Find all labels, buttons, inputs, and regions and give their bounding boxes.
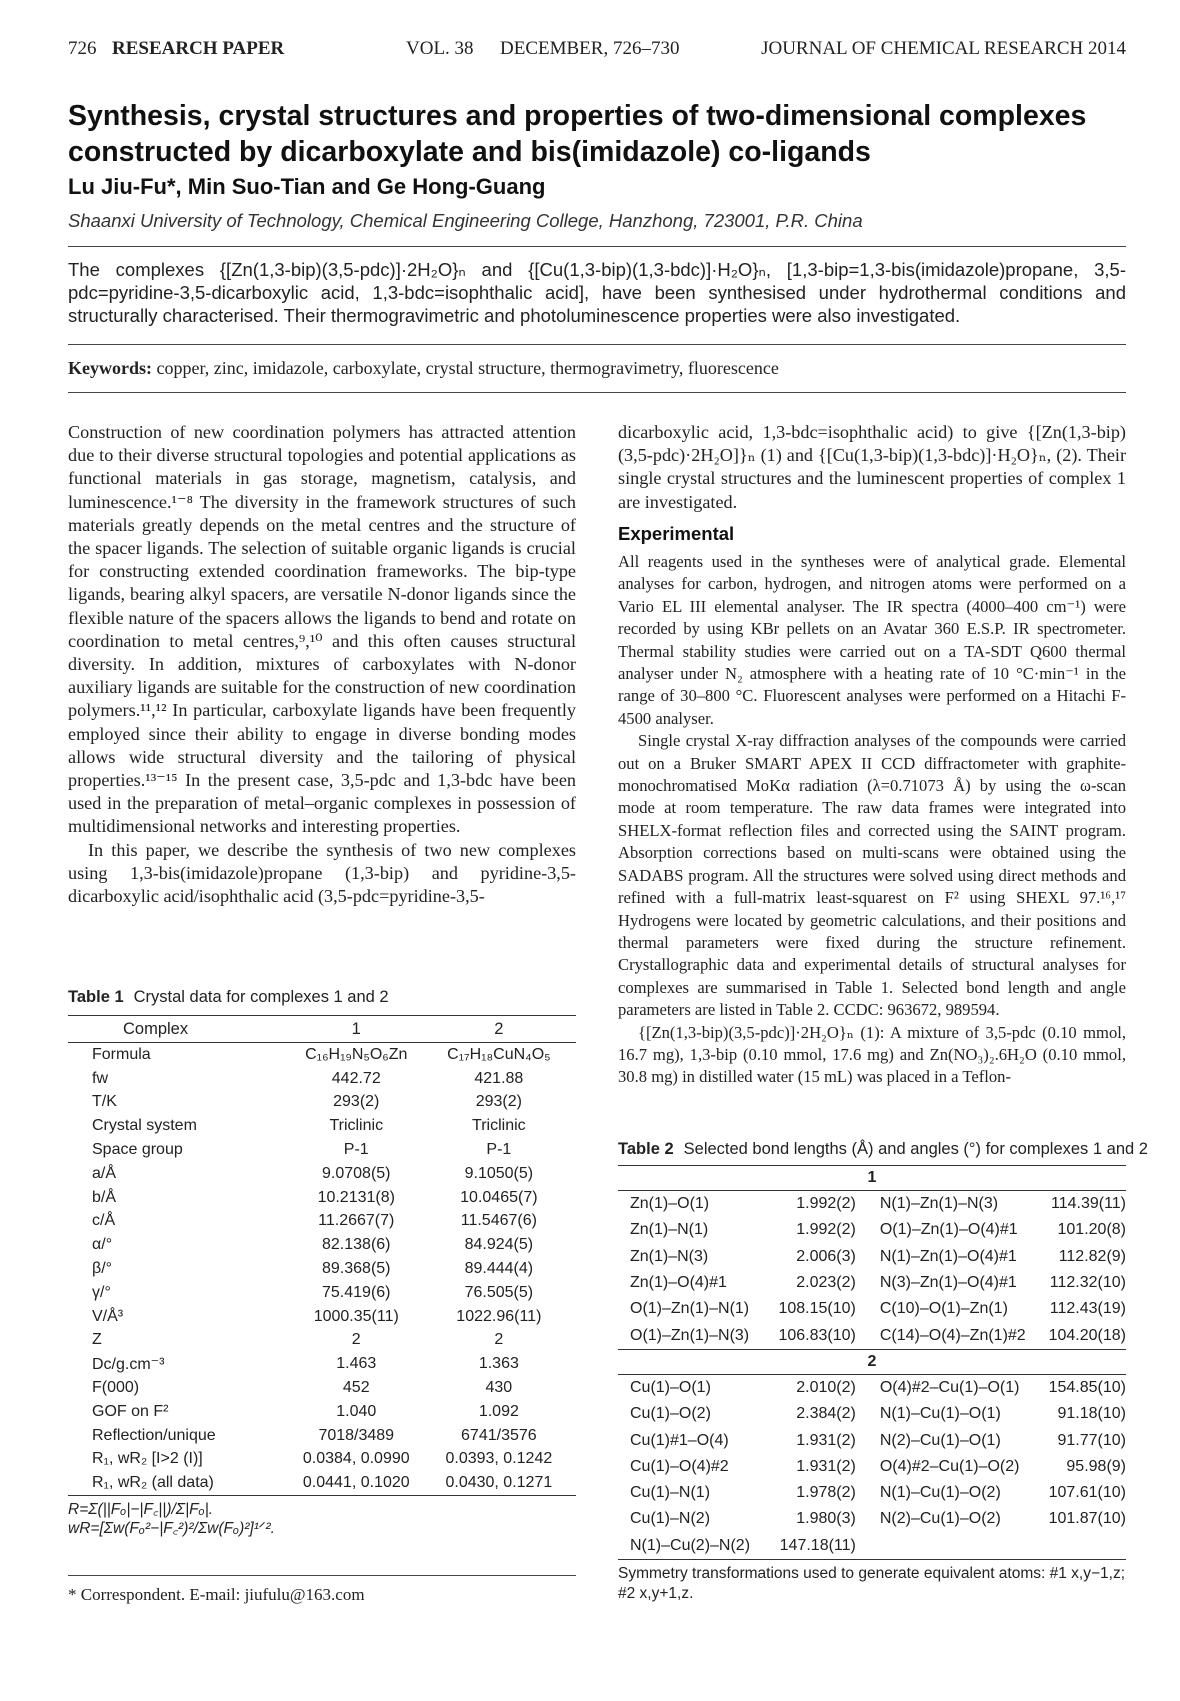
- table-cell: 0.0384, 0.0990: [302, 1450, 410, 1468]
- experimental-paragraph-1: All reagents used in the syntheses were of analytical grade. Elemental analyses for carbon, hydrogen, and nitrogen atoms were performed on a Vario EL III elemental analyser. The IR spectra (4000–400 cm⁻¹) were recorded by using KBr pellets on an Avatar 360 E.S.P. IR spectrometer. Thermal stability studies were carried out on a TA-SDT Q600 thermal analyser under N₂ atmosphere with a heating rate of 10 °C·min⁻¹ in the range of 30–800 °C. Fluorescent analyses were performed on a Hitachi F-4500 analyser.: [618, 552, 1126, 728]
- table-row: [618, 1454, 1126, 1480]
- issue: DECEMBER, 726–730: [500, 38, 680, 59]
- table-row: [68, 1138, 576, 1162]
- table-cell: 2.384(2): [796, 1405, 856, 1423]
- table-row: [68, 1043, 576, 1067]
- table-cell: 0.0393, 0.1242: [445, 1450, 553, 1468]
- section-row: [618, 1349, 1126, 1374]
- table-cell: 2.023(2): [796, 1274, 856, 1292]
- table-cell: 1.980(3): [796, 1510, 856, 1528]
- table-cell: N(2)–Cu(1)–O(2): [879, 1510, 1001, 1528]
- table-cell: Crystal system: [92, 1117, 197, 1135]
- table-row: [618, 1244, 1126, 1270]
- table-cell: 2: [351, 1331, 361, 1349]
- table-cell: N(1)–Zn(1)–O(4)#1: [879, 1247, 1017, 1265]
- table-row: [618, 1401, 1126, 1427]
- table-cell: β/°: [92, 1260, 113, 1278]
- table-cell: 76.505(5): [464, 1283, 534, 1301]
- table-row: [68, 1305, 576, 1329]
- table-cell: [1043, 1533, 1126, 1560]
- table-cell: 91.18(10): [1057, 1405, 1126, 1423]
- table-cell: P-1: [486, 1141, 512, 1159]
- table-cell: Triclinic: [329, 1117, 384, 1135]
- table-cell: 0.0441, 0.1020: [302, 1474, 410, 1492]
- table-cell: Cu(1)–O(2): [630, 1405, 711, 1423]
- table-row: [68, 1257, 576, 1281]
- table-cell: 430: [485, 1379, 513, 1397]
- table-1-caption-text: Crystal data for complexes 1 and 2: [133, 988, 389, 1006]
- table-1-footnotes: [68, 1500, 576, 1538]
- table-cell: 442.72: [331, 1069, 381, 1087]
- table-row: [68, 1281, 576, 1305]
- table-row: [68, 1471, 576, 1495]
- table-cell: 112.32(10): [1049, 1274, 1126, 1292]
- table-cell: Dc/g.cm⁻³: [92, 1356, 165, 1374]
- keywords-label: Keywords:: [68, 358, 152, 378]
- table-cell: Cu(1)#1–O(4): [630, 1431, 729, 1449]
- correspondence-footnote: * Correspondent. E-mail: jiufulu@163.com: [68, 1585, 365, 1604]
- table-cell: Space group: [92, 1141, 183, 1159]
- table-row: [618, 1217, 1126, 1243]
- table-1-footnote: R=Σ(||Fₒ|−|F꜀||)/Σ|Fₒ|.: [68, 1501, 214, 1519]
- table-row: [68, 1091, 576, 1115]
- table-cell: 108.15(10): [778, 1300, 856, 1318]
- table-cell: 1.040: [336, 1402, 377, 1420]
- table-cell: 7018/3489: [318, 1426, 395, 1444]
- table-row: [68, 1352, 576, 1376]
- table-cell: 6741/3576: [461, 1426, 537, 1444]
- table-cell: 106.83(10): [778, 1326, 856, 1344]
- divider: [68, 344, 1126, 345]
- bond-lengths-table: [618, 1165, 1126, 1560]
- table-row: [68, 1376, 576, 1400]
- table-cell: 101.20(8): [1057, 1221, 1126, 1239]
- column-header: 1: [291, 1016, 422, 1043]
- table-row: [618, 1296, 1126, 1322]
- table-cell: 91.77(10): [1057, 1431, 1126, 1449]
- divider: [68, 392, 1126, 393]
- table-header-row: [68, 1016, 576, 1043]
- table-cell: 1.092: [478, 1402, 519, 1420]
- table-cell: γ/°: [92, 1283, 111, 1301]
- table-cell: 1.363: [478, 1355, 519, 1373]
- table-row: [618, 1270, 1126, 1296]
- table-cell: Zn(1)–O(1): [630, 1195, 710, 1213]
- table-cell: 1.992(2): [796, 1195, 856, 1213]
- table-cell: T/K: [92, 1093, 117, 1111]
- table-row: [68, 1448, 576, 1472]
- table-cell: 9.0708(5): [322, 1164, 391, 1182]
- experimental-heading: Experimental: [618, 522, 735, 544]
- table-cell: N(1)–Cu(2)–N(2): [630, 1536, 751, 1554]
- table-row: [618, 1322, 1126, 1349]
- table-cell: 112.43(19): [1049, 1300, 1126, 1318]
- table-cell: R₁, wR₂ (all data): [92, 1474, 214, 1492]
- table-cell: F(000): [92, 1379, 140, 1397]
- table-cell: N(1)–Cu(1)–O(2): [879, 1484, 1001, 1502]
- table-cell: Zn(1)–O(4)#1: [630, 1274, 727, 1292]
- table-1: [68, 988, 576, 1538]
- table-cell: Formula: [92, 1045, 151, 1063]
- abstract: The complexes {[Zn(1,3-bip)(3,5-pdc)]·2H₂O}ₙ and {[Cu(1,3-bip)(1,3-bdc)]·H₂O}ₙ, [1,3-bip=1,3-bis(imidazole)propane, 3,5-pdc=pyridine-3,5-dicarboxylic acid, 1,3-bdc=isophthalic acid], have been synthesised under hydrothermal conditions and structurally characterised. Their thermogravimetric and photoluminescence properties were also investigated.: [68, 259, 1126, 326]
- table-cell: Triclinic: [472, 1117, 526, 1135]
- table-cell: 95.98(9): [1066, 1457, 1126, 1475]
- table-cell: 112.82(9): [1058, 1247, 1126, 1265]
- article-title: Synthesis, crystal structures and properties of two-dimensional complexes constructed by dicarboxylate and bis(imidazole) co-ligands: [68, 100, 1087, 168]
- table-cell: 421.88: [474, 1069, 524, 1087]
- table-cell: Zn(1)–N(3): [630, 1247, 709, 1265]
- table-row: [68, 1424, 576, 1448]
- journal-name: JOURNAL OF CHEMICAL RESEARCH 2014: [761, 38, 1126, 59]
- table-cell: 107.61(10): [1048, 1484, 1126, 1502]
- table-1-caption: [68, 988, 576, 1007]
- table-cell: Z: [92, 1331, 102, 1349]
- table-cell: C(10)–O(1)–Zn(1): [879, 1300, 1008, 1318]
- table-2-body: [618, 1166, 1126, 1560]
- table-cell: O(1)–Zn(1)–N(1): [630, 1300, 750, 1318]
- table-cell: 84.924(5): [464, 1236, 534, 1254]
- table-cell: α/°: [92, 1236, 113, 1254]
- table-cell: N(1)–Zn(1)–N(3): [879, 1195, 999, 1213]
- table-row: [618, 1506, 1126, 1532]
- table-cell: 2: [494, 1331, 504, 1349]
- table-cell: 10.0465(7): [460, 1188, 538, 1206]
- table-cell: 1022.96(11): [456, 1307, 542, 1325]
- table-cell: 1.931(2): [796, 1431, 856, 1449]
- table-cell: R₁, wR₂ [I>2 (I)]: [92, 1450, 203, 1468]
- table-cell: 11.2667(7): [318, 1212, 395, 1230]
- table-cell: Zn(1)–N(1): [630, 1221, 709, 1239]
- table-cell: C(14)–O(4)–Zn(1)#2: [879, 1326, 1026, 1344]
- column-header: Complex: [68, 1016, 291, 1043]
- intro-paragraph-2: In this paper, we describe the synthesis of two new complexes using 1,3-bis(imidazole)propane (1,3-bip) and pyridine-3,5-dicarboxylic acid/isophthalic acid (3,5-pdc=pyridine-3,5-: [68, 839, 576, 907]
- keywords: [68, 358, 1126, 379]
- table-cell: a/Å: [92, 1164, 117, 1182]
- table-cell: P-1: [343, 1141, 369, 1159]
- table-2-caption-text: Selected bond lengths (Å) and angles (°) for complexes 1 and 2: [683, 1140, 1148, 1158]
- authors: Lu Jiu-Fu*, Min Suo-Tian and Ge Hong-Guang: [68, 174, 546, 199]
- table-row: [68, 1329, 576, 1353]
- table-row: [618, 1533, 1126, 1560]
- table-cell: fw: [92, 1069, 108, 1087]
- article-type: RESEARCH PAPER: [112, 38, 285, 59]
- table-row: [618, 1480, 1126, 1506]
- table-cell: N(2)–Cu(1)–O(1): [879, 1431, 1001, 1449]
- table-cell: Reflection/unique: [92, 1426, 216, 1444]
- table-cell: C₁₇H₁₈CuN₄O₅: [447, 1045, 551, 1063]
- table-cell: O(1)–Zn(1)–O(4)#1: [879, 1221, 1018, 1239]
- table-row: [68, 1067, 576, 1091]
- table-cell: O(4)#2–Cu(1)–O(2): [879, 1457, 1020, 1475]
- table-cell: Cu(1)–O(4)#2: [630, 1457, 729, 1475]
- table-cell: GOF on F²: [92, 1402, 169, 1420]
- table-cell: 1.992(2): [796, 1221, 856, 1239]
- table-cell: O(1)–Zn(1)–N(3): [630, 1326, 750, 1344]
- table-cell: 82.138(6): [322, 1236, 391, 1254]
- table-row: [618, 1374, 1126, 1401]
- table-cell: 293(2): [475, 1093, 522, 1111]
- table-cell: 10.2131(8): [317, 1188, 395, 1206]
- table-cell: N(3)–Zn(1)–O(4)#1: [879, 1274, 1017, 1292]
- table-cell: 11.5467(6): [460, 1212, 537, 1230]
- table-cell: 101.87(10): [1048, 1510, 1126, 1528]
- table-cell: 154.85(10): [1048, 1378, 1126, 1396]
- running-header: [68, 38, 1126, 66]
- table-cell: 293(2): [333, 1093, 380, 1111]
- section-label: 1: [618, 1166, 1126, 1191]
- table-row: [68, 1186, 576, 1210]
- table-cell: 147.18(11): [779, 1536, 856, 1554]
- table-row: [618, 1427, 1126, 1453]
- table-row: [68, 1233, 576, 1257]
- affiliation: Shaanxi University of Technology, Chemical Engineering College, Hanzhong, 723001, P.R. China: [68, 210, 863, 231]
- table-cell: 9.1050(5): [464, 1164, 534, 1182]
- table-2-footnote: Symmetry transformations used to generate equivalent atoms: #1 x,y−1,z; #2 x,y+1,z.: [618, 1564, 1126, 1602]
- keywords-list: copper, zinc, imidazole, carboxylate, crystal structure, thermogravimetry, fluorescence: [156, 358, 779, 378]
- table-cell: 89.444(4): [464, 1260, 534, 1278]
- page-number: 726: [68, 38, 97, 59]
- footnote-divider: [68, 1575, 576, 1576]
- table-row: [68, 1210, 576, 1234]
- table-cell: 452: [342, 1379, 370, 1397]
- table-1-body: [68, 1043, 576, 1496]
- table-cell: 89.368(5): [322, 1260, 391, 1278]
- table-cell: O(4)#2–Cu(1)–O(1): [879, 1378, 1020, 1396]
- table-1-label: Table 1: [68, 988, 124, 1006]
- table-cell: N(1)–Cu(1)–O(1): [879, 1405, 1001, 1423]
- section-label: 2: [618, 1349, 1126, 1374]
- table-cell: 2.010(2): [796, 1378, 856, 1396]
- table-cell: 1.463: [336, 1355, 377, 1373]
- table-row: [68, 1114, 576, 1138]
- crystal-data-table: [68, 1015, 576, 1496]
- divider: [68, 246, 1126, 247]
- table-cell: 0.0430, 0.1271: [445, 1474, 553, 1492]
- table-cell: [868, 1533, 1043, 1560]
- table-2: [618, 1140, 1148, 1604]
- section-row: [618, 1166, 1126, 1191]
- table-cell: c/Å: [92, 1212, 116, 1230]
- table-cell: Cu(1)–N(1): [630, 1484, 711, 1502]
- table-cell: b/Å: [92, 1188, 117, 1206]
- experimental-paragraph-3: {[Zn(1,3-bip)(3,5-pdc)]·2H₂O}ₙ (1): A mixture of 3,5-pdc (0.10 mmol, 16.7 mg), 1,3-bip (0.10 mmol, 17.6 mg) and Zn(NO₃)₂.6H₂O (0.10 mmol, 30.8 mg) in distilled water (15 mL) was placed in a Teflon-: [618, 1022, 1126, 1087]
- table-cell: 1000.35(11): [313, 1307, 399, 1325]
- table-row: [68, 1400, 576, 1424]
- experimental-paragraph-2: Single crystal X-ray diffraction analyses of the compounds were carried out on a Bruker SMART APEX II CCD diffractometer with graphite-monochromatised MoKα radiation (λ=0.71073 Å) by using the ω-scan mode at room temperature. The raw data frames were integrated into SHELX-format reflection files and corrected using the SAINT program. Absorption corrections based on multi-scans were obtained using the SADABS program. All the structures were solved using direct methods and refined with a full-matrix least-squarest on F² using SHEXL 97.¹⁶,¹⁷ Hydrogens were located by geometric calculations, and their positions and thermal parameters were fixed during the structure refinement. Crystallographic data and experimental details of structural analyses for complexes are summarised in Table 1. Selected bond length and angle parameters are listed in Table 2. CCDC: 963672, 989594.: [618, 731, 1126, 1020]
- column-header: 2: [422, 1016, 576, 1043]
- table-cell: 114.39(11): [1050, 1195, 1126, 1213]
- table-cell: C₁₆H₁₉N₅O₆Zn: [305, 1045, 408, 1063]
- table-row: [68, 1162, 576, 1186]
- table-cell: V/Å³: [92, 1307, 124, 1325]
- right-column: [618, 421, 1126, 1089]
- intro-paragraph-1: Construction of new coordination polymers has attracted attention due to their diverse structural topologies and potential applications as functional materials in gas storage, magnetism, catalysis, and luminescence.¹⁻⁸ The diversity in the framework structures of such materials greatly depends on the metal centres and the structure of the spacer ligands. The selection of suitable organic ligands is crucial for constructing extended coordination frameworks. The bip-type ligands, bearing alkyl spacers, are versatile N-donor ligands since the flexible nature of the spacers allows the ligands to bend and rotate on coordination to metal centres,⁹,¹⁰ and this often causes structural diversity. In addition, mixtures of carboxylates with N-donor auxiliary ligands are suitable for the construction of new coordination polymers.¹¹,¹² In particular, carboxylate ligands have been frequently employed since their ability to engage in diverse bonding modes allows wide structural diversity and the tailoring of physical properties.¹³⁻¹⁵ In the present case, 3,5-pdc and 1,3-bdc have been used in the preparation of metal–organic complexes in possession of multidimensional networks and interesting properties.: [68, 422, 576, 837]
- table-cell: 2.006(3): [796, 1247, 856, 1265]
- table-1-footnote: wR=[Σw(Fₒ²−|F꜀²)²/Σw(Fₒ)²]¹ᐟ².: [68, 1520, 275, 1538]
- table-cell: 1.978(2): [796, 1484, 856, 1502]
- table-2-label: Table 2: [618, 1140, 674, 1158]
- volume: VOL. 38: [406, 38, 474, 59]
- intro-continuation: dicarboxylic acid, 1,3-bdc=isophthalic acid) to give {[Zn(1,3-bip)(3,5-pdc)·2H₂O]}ₙ (1) and {[Cu(1,3-bip)(1,3-bdc)]·H₂O}ₙ, (2). Their single crystal structures and the luminescent properties of complex 1 are investigated.: [618, 422, 1126, 512]
- table-2-caption: [618, 1140, 1148, 1159]
- left-column: [68, 421, 576, 908]
- table-cell: 1.931(2): [796, 1457, 856, 1475]
- table-row: [618, 1191, 1126, 1218]
- table-cell: 75.419(6): [322, 1283, 391, 1301]
- table-cell: Cu(1)–N(2): [630, 1510, 711, 1528]
- table-cell: 104.20(18): [1048, 1326, 1126, 1344]
- table-cell: Cu(1)–O(1): [630, 1378, 711, 1396]
